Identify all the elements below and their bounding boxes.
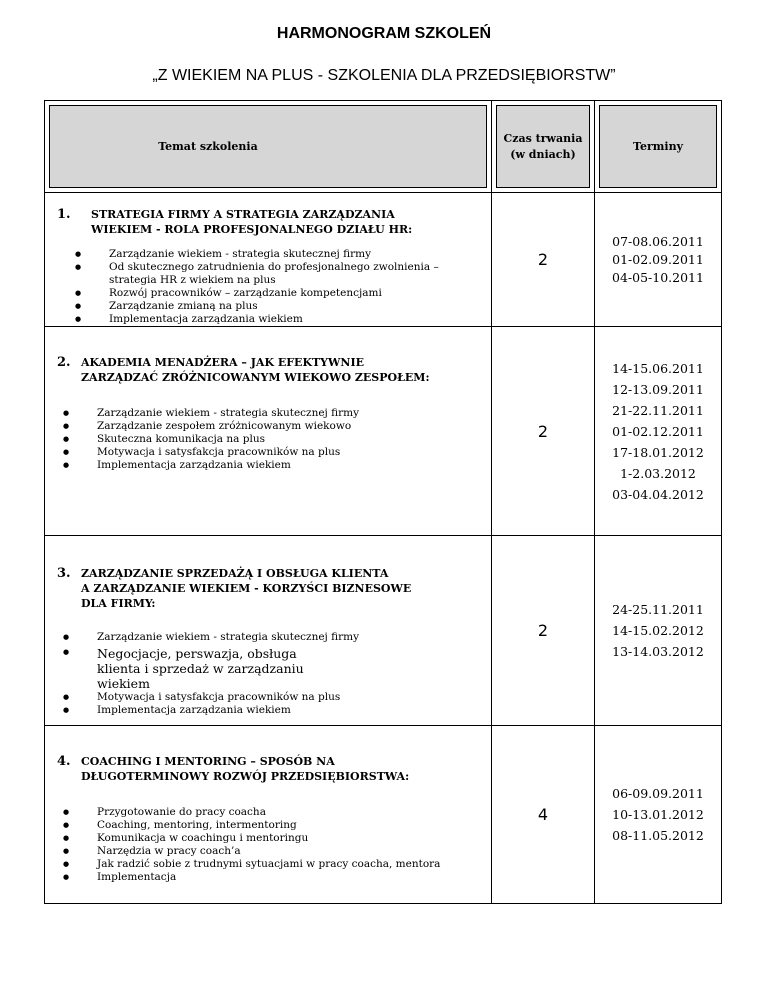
topic-heading-line: COACHING I MENTORING – SPOSÓB NA [81, 755, 335, 768]
list-item: ● Zarządzanie wiekiem - strategia skutecznej firmy [57, 631, 481, 644]
list-item: ● Przygotowanie do pracy coacha [57, 806, 481, 819]
duration-cell: 4 [492, 726, 595, 904]
topic-heading-line: WIEKIEM - ROLA PROFESJONALNEGO DZIAŁU HR: [91, 223, 413, 236]
date-entry: 01-02.09.2011 [612, 251, 704, 267]
table-row [45, 193, 722, 327]
topic-heading-line: ZARZĄDZANIE SPRZEDAŻĄ I OBSŁUGA KLIENTA [81, 567, 389, 580]
topic-heading-line: STRATEGIA FIRMY A STRATEGIA ZARZĄDZANIA [91, 208, 395, 221]
list-item: ● Implementacja zarządzania wiekiem [57, 459, 481, 472]
dates-cell [595, 327, 722, 536]
topic-cell [45, 726, 492, 904]
duration-cell: 2 [492, 536, 595, 726]
topic-cell [45, 327, 492, 536]
topic-heading [57, 207, 481, 237]
topic-number: 3. [57, 566, 71, 581]
topic-heading-line: A ZARZĄDZANIE WIEKIEM - KORZYŚCI BIZNESOWE [81, 582, 412, 595]
date-entry: 07-08.06.2011 [612, 233, 704, 249]
training-schedule-table [44, 100, 722, 904]
list-item: ● Od skutecznego zatrudnienia do profesjonalnego zwolnienia – strategia HR z wiekiem na plus [69, 261, 481, 287]
list-item: ● Zarządzanie zespołem zróżnicowanym wiekowo [57, 420, 481, 433]
date-entry: 10-13.01.2012 [612, 807, 704, 822]
date-entry: 08-11.05.2012 [612, 828, 704, 843]
topic-number: 4. [57, 754, 71, 769]
header-row [45, 101, 722, 193]
list-item: ● Komunikacja w coachingu i mentoringu [57, 832, 481, 845]
header-topic: Temat szkolenia [45, 101, 492, 193]
list-item: ● Rozwój pracowników – zarządzanie kompetencjami [69, 287, 481, 300]
list-item: ● Implementacja zarządzania wiekiem [69, 313, 481, 326]
date-entry: 12-13.09.2011 [612, 381, 704, 397]
date-entry: 14-15.02.2012 [612, 623, 704, 638]
dates-cell [595, 726, 722, 904]
topic-cell [45, 193, 492, 327]
date-entry: 06-09.09.2011 [612, 786, 704, 801]
list-item: ● Skuteczna komunikacja na plus [57, 433, 481, 446]
list-item: ● Implementacja zarządzania wiekiem [57, 704, 481, 717]
topic-cell [45, 536, 492, 726]
topic-heading-line: DŁUGOTERMINOWY ROZWÓJ PRZEDSIĘBIORSTWA: [81, 770, 410, 783]
date-entry: 17-18.01.2012 [612, 444, 704, 460]
topic-heading-line: ZARZĄDZAĆ ZRÓŻNICOWANYM WIEKOWO ZESPOŁEM: [81, 371, 430, 384]
date-entry: 1-2.03.2012 [620, 465, 696, 481]
topic-bullet-list [57, 248, 481, 326]
topic-heading-line: AKADEMIA MENADŻERA – JAK EFEKTYWNIE [81, 356, 364, 369]
list-item: ● Negocjacje, perswazja, obsługa klienta i sprzedaż w zarządzaniu wiekiem [57, 646, 481, 691]
topic-number: 2. [57, 355, 71, 370]
header-duration-line1: Czas trwania [503, 131, 583, 145]
topic-heading [57, 566, 481, 611]
dates-cell [595, 193, 722, 327]
topic-heading [57, 754, 481, 784]
list-item: ● Coaching, mentoring, intermentoring [57, 819, 481, 832]
list-item: ● Zarządzanie wiekiem - strategia skutecznej firmy [69, 248, 481, 261]
list-item: ● Narzędzia w pracy coach’a [57, 845, 481, 858]
topic-heading [57, 355, 481, 385]
list-item: ● Motywacja i satysfakcja pracowników na plus [57, 446, 481, 459]
list-item: ● Zarządzanie zmianą na plus [69, 300, 481, 313]
header-dates: Terminy [595, 101, 722, 193]
list-item: ● Motywacja i satysfakcja pracowników na plus [57, 691, 481, 704]
table-row [45, 327, 722, 536]
date-entry: 03-04.04.2012 [612, 486, 704, 502]
header-duration [492, 101, 595, 193]
table-row [45, 726, 722, 904]
list-item: ● Jak radzić sobie z trudnymi sytuacjami w pracy coacha, mentora [57, 858, 481, 871]
list-item: ● Zarządzanie wiekiem - strategia skutecznej firmy [57, 407, 481, 420]
date-entry: 01-02.12.2011 [612, 423, 704, 439]
topic-number: 1. [57, 207, 71, 222]
table-row [45, 536, 722, 726]
dates-cell [595, 536, 722, 726]
list-item: ● Implementacja [57, 871, 481, 884]
document-title: HARMONOGRAM SZKOLEŃ [276, 25, 492, 42]
topic-bullet-list [57, 806, 481, 884]
topic-heading-line: DLA FIRMY: [81, 597, 156, 610]
date-entry: 21-22.11.2011 [612, 402, 704, 418]
duration-cell: 2 [492, 327, 595, 536]
duration-cell: 2 [492, 193, 595, 327]
topic-bullet-list [57, 407, 481, 472]
date-entry: 04-05-10.2011 [612, 269, 704, 285]
document-subtitle: „Z WIEKIEM NA PLUS - SZKOLENIA DLA PRZEDSIĘBIORSTW” [152, 67, 616, 84]
header-duration-line2: (w dniach) [510, 147, 576, 161]
date-entry: 24-25.11.2011 [612, 602, 704, 617]
date-entry: 14-15.06.2011 [612, 360, 704, 376]
date-entry: 13-14.03.2012 [612, 644, 704, 659]
topic-bullet-list [57, 631, 481, 717]
